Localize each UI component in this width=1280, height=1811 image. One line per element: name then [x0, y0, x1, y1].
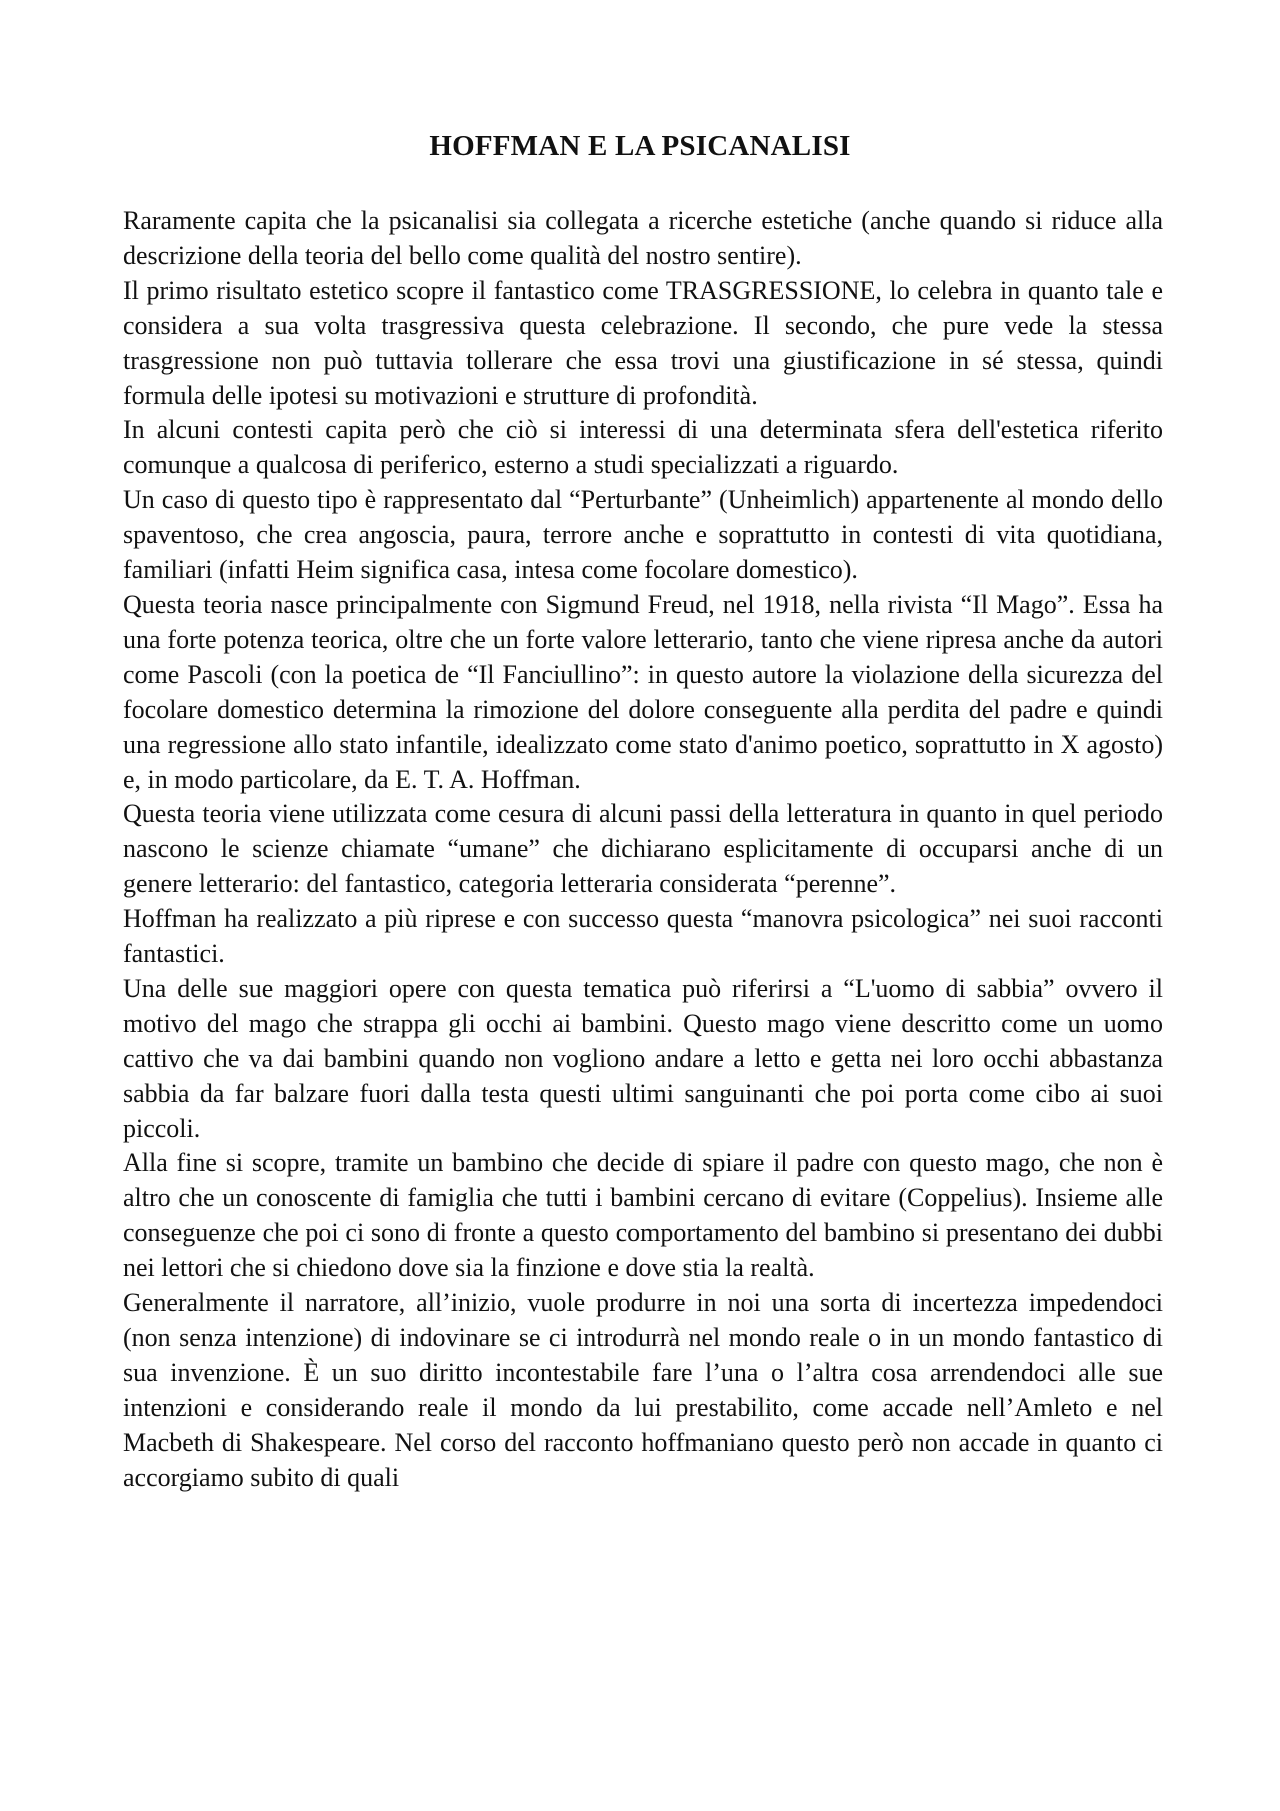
- paragraph: Il primo risultato estetico scopre il fantastico come TRASGRESSIONE, lo celebra in quanto tale e considera a sua volta trasgressiva questa celebrazione. Il secondo, che pure vede la stessa trasgressione non può tuttavia tollerare che essa trovi una giustificazione in sé stessa, quindi formula delle ipotesi su motivazioni e strutture di profondità.: [123, 275, 1163, 410]
- paragraph: In alcuni contesti capita però che ciò si interessi di una determinata sfera dell'estetica riferito comunque a qualcosa di periferico, esterno a studi specializzati a riguardo.: [123, 415, 1163, 480]
- document-body: [123, 204, 1163, 1496]
- paragraph: Hoffman ha realizzato a più riprese e con successo questa “manovra psicologica” nei suoi racconti fantastici.: [123, 904, 1163, 969]
- paragraph: Generalmente il narratore, all’inizio, vuole produrre in noi una sorta di incertezza impedendoci (non senza intenzione) di indovinare se ci introdurrà nel mondo reale o in un mondo fantastico di sua invenzione. È un suo diritto incontestabile fare l’una o l’altra cosa arrendendoci alle sue intenzioni e considerando reale il mondo da lui prestabilito, come accade nell’Amleto e nel Macbeth di Shakespeare. Nel corso del racconto hoffmaniano questo però non accade in quanto ci accorgiamo subito di quali: [123, 1288, 1163, 1492]
- paragraph: Questa teoria viene utilizzata come cesura di alcuni passi della letteratura in quanto in quel periodo nascono le scienze chiamate “umane” che dichiarano esplicitamente di occuparsi anche di un genere letterario: del fantastico, categoria letteraria considerata “perenne”.: [123, 799, 1163, 899]
- paragraph: Una delle sue maggiori opere con questa tematica può riferirsi a “L'uomo di sabbia” ovvero il motivo del mago che strappa gli occhi ai bambini. Questo mago viene descritto come un uomo cattivo che va dai bambini quando non vogliono andare a letto e getta nei loro occhi abbastanza sabbia da far balzare fuori dalla testa questi ultimi sanguinanti che poi porta come cibo ai suoi piccoli.: [123, 973, 1163, 1143]
- paragraph: Questa teoria nasce principalmente con Sigmund Freud, nel 1918, nella rivista “Il Mago”. Essa ha una forte potenza teorica, oltre che un forte valore letterario, tanto che viene ripresa anche da autori come Pascoli (con la poetica de “Il Fanciullino”: in questo autore la violazione della sicurezza del focolare domestico determina la rimozione del dolore conseguente alla perdita del padre e quindi una regressione allo stato infantile, idealizzato come stato d'animo poetico, soprattutto in X agosto) e, in modo particolare, da E. T. A. Hoffman.: [123, 589, 1163, 794]
- paragraph: Raramente capita che la psicanalisi sia collegata a ricerche estetiche (anche quando si riduce alla descrizione della teoria del bello come qualità del nostro sentire).: [123, 206, 1163, 270]
- page-title: HOFFMAN E LA PSICANALISI: [429, 130, 851, 162]
- paragraph: Alla fine si scopre, tramite un bambino che decide di spiare il padre con questo mago, che non è altro che un conoscente di famiglia che tutti i bambini cercano di evitare (Coppelius). Insieme alle conseguenze che poi ci sono di fronte a questo comportamento del bambino si presentano dei dubbi nei lettori che si chiedono dove sia la finzione e dove stia la realtà.: [123, 1148, 1163, 1283]
- paragraph: Un caso di questo tipo è rappresentato dal “Perturbante” (Unheimlich) appartenente al mondo dello spaventoso, che crea angoscia, paura, terrore anche e soprattutto in contesti di vita quotidiana, familiari (infatti Heim significa casa, intesa come focolare domestico).: [123, 485, 1163, 585]
